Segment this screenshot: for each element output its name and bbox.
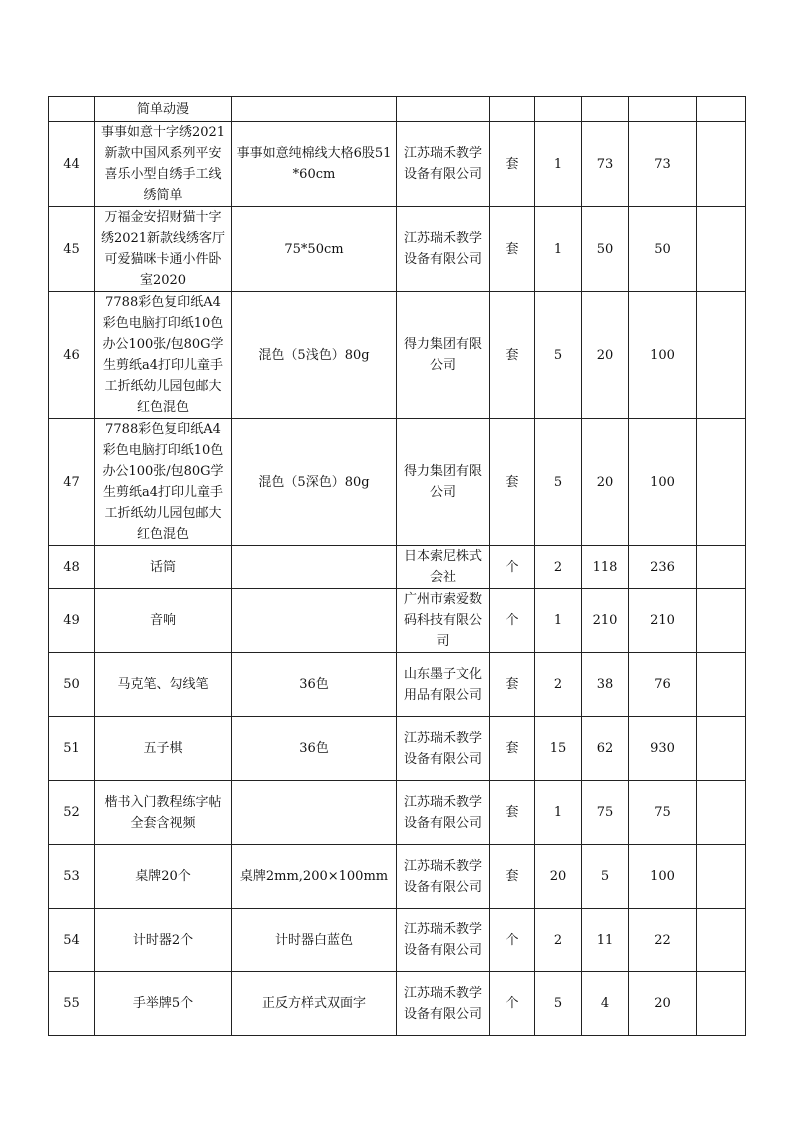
table-row: [49, 589, 746, 653]
cell-unit: 套: [490, 781, 535, 845]
cell-total: 100: [629, 845, 697, 909]
cell-total: 73: [629, 122, 697, 207]
table-row: [49, 909, 746, 972]
cell-spec: 混色（5深色）80g: [232, 419, 397, 546]
cell-no: 48: [49, 546, 95, 589]
cell-total: 76: [629, 653, 697, 717]
cell-unit: 套: [490, 207, 535, 292]
cell-no: 49: [49, 589, 95, 653]
cell-qty: 5: [535, 972, 582, 1036]
goods-table: [48, 96, 746, 1036]
cell-total: 20: [629, 972, 697, 1036]
cell-spec: [232, 589, 397, 653]
cell-unit: 个: [490, 546, 535, 589]
cell-qty: 2: [535, 653, 582, 717]
cell-name: 桌牌20个: [95, 845, 232, 909]
cell-price: 210: [582, 589, 629, 653]
cell-spec: 36色: [232, 653, 397, 717]
cell-note: [697, 207, 746, 292]
cell-qty: 5: [535, 419, 582, 546]
table-row: [49, 292, 746, 419]
table-row: [49, 781, 746, 845]
cell-no: 53: [49, 845, 95, 909]
cell-total: 236: [629, 546, 697, 589]
cell-spec: 计时器白蓝色: [232, 909, 397, 972]
cell-unit: 套: [490, 419, 535, 546]
cell-price: 5: [582, 845, 629, 909]
table-row: [49, 122, 746, 207]
cell-spec: 混色（5浅色）80g: [232, 292, 397, 419]
cell-price: 20: [582, 419, 629, 546]
cell-qty: 20: [535, 845, 582, 909]
cell-note: [697, 909, 746, 972]
cell-qty: 1: [535, 781, 582, 845]
cell-name: 五子棋: [95, 717, 232, 781]
cell-name: 手举牌5个: [95, 972, 232, 1036]
cell-note: [697, 546, 746, 589]
cell-qty: 2: [535, 546, 582, 589]
cell-name: 马克笔、勾线笔: [95, 653, 232, 717]
cell-note: [697, 781, 746, 845]
cell-spec: 正反方样式双面字: [232, 972, 397, 1036]
cell-total: 930: [629, 717, 697, 781]
cell-spec: 36色: [232, 717, 397, 781]
cell-total: 210: [629, 589, 697, 653]
cell-name: 7788彩色复印纸A4彩色电脑打印纸10色办公100张/包80G学生剪纸a4打印儿童手工折纸幼儿园包邮大红色混色: [95, 419, 232, 546]
cell-spec: 事事如意纯棉线大格6股51*60cm: [232, 122, 397, 207]
cell-maker: 江苏瑞禾教学设备有限公司: [397, 717, 490, 781]
cell-note: [697, 419, 746, 546]
cell-name: 简单动漫: [95, 97, 232, 122]
cell-total: 100: [629, 419, 697, 546]
cell-total: 50: [629, 207, 697, 292]
table-row: [49, 97, 746, 122]
cell-maker: 得力集团有限公司: [397, 292, 490, 419]
cell-no: 47: [49, 419, 95, 546]
cell-price: 11: [582, 909, 629, 972]
cell-maker: 江苏瑞禾教学设备有限公司: [397, 909, 490, 972]
cell-maker: 广州市索爱数码科技有限公司: [397, 589, 490, 653]
cell-name: 音响: [95, 589, 232, 653]
cell-price: 4: [582, 972, 629, 1036]
cell-maker: 江苏瑞禾教学设备有限公司: [397, 845, 490, 909]
cell-qty: 15: [535, 717, 582, 781]
cell-spec: 75*50cm: [232, 207, 397, 292]
cell-unit: 个: [490, 972, 535, 1036]
cell-qty: [535, 97, 582, 122]
cell-price: 38: [582, 653, 629, 717]
cell-unit: 套: [490, 717, 535, 781]
cell-maker: 江苏瑞禾教学设备有限公司: [397, 781, 490, 845]
table-row: [49, 972, 746, 1036]
cell-no: 54: [49, 909, 95, 972]
cell-spec: [232, 97, 397, 122]
cell-qty: 5: [535, 292, 582, 419]
cell-no: 55: [49, 972, 95, 1036]
table-row: [49, 546, 746, 589]
cell-unit: 套: [490, 292, 535, 419]
cell-price: [582, 97, 629, 122]
table-row: [49, 653, 746, 717]
cell-no: [49, 97, 95, 122]
cell-maker: 日本索尼株式会社: [397, 546, 490, 589]
cell-name: 事事如意十字绣2021新款中国风系列平安喜乐小型自绣手工线绣简单: [95, 122, 232, 207]
cell-no: 50: [49, 653, 95, 717]
cell-note: [697, 292, 746, 419]
cell-note: [697, 122, 746, 207]
cell-maker: 江苏瑞禾教学设备有限公司: [397, 207, 490, 292]
table-row: [49, 207, 746, 292]
cell-note: [697, 589, 746, 653]
cell-no: 45: [49, 207, 95, 292]
table-row: [49, 419, 746, 546]
cell-note: [697, 653, 746, 717]
cell-no: 46: [49, 292, 95, 419]
goods-table-body: [49, 97, 746, 1036]
cell-spec: [232, 546, 397, 589]
cell-note: [697, 972, 746, 1036]
cell-maker: 山东墨子文化用品有限公司: [397, 653, 490, 717]
cell-unit: 套: [490, 122, 535, 207]
cell-name: 7788彩色复印纸A4彩色电脑打印纸10色办公100张/包80G学生剪纸a4打印儿童手工折纸幼儿园包邮大红色混色: [95, 292, 232, 419]
cell-note: [697, 845, 746, 909]
cell-spec: [232, 781, 397, 845]
cell-maker: 江苏瑞禾教学设备有限公司: [397, 122, 490, 207]
cell-name: 楷书入门教程练字帖全套含视频: [95, 781, 232, 845]
cell-price: 62: [582, 717, 629, 781]
cell-name: 计时器2个: [95, 909, 232, 972]
cell-maker: 江苏瑞禾教学设备有限公司: [397, 972, 490, 1036]
cell-unit: 个: [490, 589, 535, 653]
cell-unit: 个: [490, 909, 535, 972]
cell-total: [629, 97, 697, 122]
cell-maker: [397, 97, 490, 122]
cell-no: 51: [49, 717, 95, 781]
cell-no: 44: [49, 122, 95, 207]
cell-note: [697, 97, 746, 122]
cell-unit: 套: [490, 653, 535, 717]
cell-note: [697, 717, 746, 781]
cell-total: 22: [629, 909, 697, 972]
cell-total: 100: [629, 292, 697, 419]
cell-unit: [490, 97, 535, 122]
cell-qty: 1: [535, 589, 582, 653]
cell-spec: 桌牌2mm,200×100mm: [232, 845, 397, 909]
cell-name: 话筒: [95, 546, 232, 589]
cell-price: 50: [582, 207, 629, 292]
cell-qty: 1: [535, 207, 582, 292]
cell-qty: 1: [535, 122, 582, 207]
table-row: [49, 717, 746, 781]
cell-maker: 得力集团有限公司: [397, 419, 490, 546]
cell-name: 万福金安招财猫十字绣2021新款线绣客厅可爱猫咪卡通小件卧室2020: [95, 207, 232, 292]
cell-qty: 2: [535, 909, 582, 972]
cell-unit: 套: [490, 845, 535, 909]
cell-total: 75: [629, 781, 697, 845]
cell-no: 52: [49, 781, 95, 845]
cell-price: 118: [582, 546, 629, 589]
table-row: [49, 845, 746, 909]
cell-price: 20: [582, 292, 629, 419]
cell-price: 73: [582, 122, 629, 207]
cell-price: 75: [582, 781, 629, 845]
